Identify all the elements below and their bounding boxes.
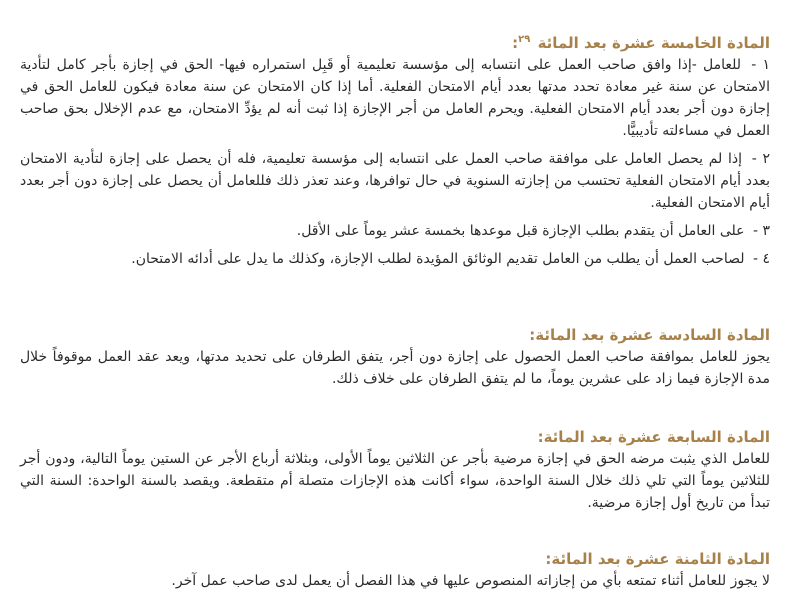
article-heading: المادة السادسة عشرة بعد المائة: xyxy=(529,326,770,344)
article-116 xyxy=(20,324,770,390)
article-body: للعامل الذي يثبت مرضه الحق في إجازة مرضية بأجر عن الثلاثين يوماً الأولى، وبثلاثة أرباع الأجر عن الستين يوماً التالية، ودون أجر للثلاثين يوماً التي تلي ذلك خلال السنة الواحدة، سواء أكانت هذه الإجازات متصلة أم متقطعة. ويقصد بالسنة الواحدة: السنة التي تبدأ من تاريخ أول إجازة مرضية. xyxy=(20,451,770,511)
article-heading: المادة السابعة عشرة بعد المائة: xyxy=(537,428,770,446)
article-118 xyxy=(20,548,770,592)
list-item: ٤ - لصاحب العمل أن يطلب من العامل تقديم الوثائق المؤيدة لطلب الإجازة، وكذلك ما يدل على أدائه الامتحان. xyxy=(131,251,770,267)
article-body: لا يجوز للعامل أثناء تمتعه بأي من إجازاته المنصوص عليها في هذا الفصل أن يعمل لدى صاحب عمل آخر. xyxy=(171,573,770,589)
list-item: ٢ - إذا لم يحصل العامل على موافقة صاحب العمل على انتسابه إلى مؤسسة تعليمية، فله أن يحصل على إجازة لتأدية الامتحان بعدد أيام الامتحان الفعلية تحتسب من إجازته السنوية في حال توافرها، وعند تعذر ذلك فللعامل أن يحصل على إجازة دون أجر بعدد أيام الامتحان الفعلية. xyxy=(20,151,770,211)
list-item: ٣ - على العامل أن يتقدم بطلب الإجازة قبل موعدها بخمسة عشر يوماً على الأقل. xyxy=(296,223,770,239)
article-heading: المادة الخامسة عشرة بعد المائة $^{٢٩}$: xyxy=(512,34,770,52)
article-body: يجوز للعامل بموافقة صاحب العمل الحصول على إجازة دون أجر، يتفق الطرفان على تحديد مدتها، ويعد عقد العمل موقوفاً خلال مدة الإجازة فيما زاد على عشرين يوماً، ما لم يتفق الطرفان على خلاف ذلك. xyxy=(20,349,770,387)
article-heading: المادة الثامنة عشرة بعد المائة: xyxy=(545,550,770,568)
article-117 xyxy=(20,426,770,514)
list-item: ١ - للعامل -إذا وافق صاحب العمل على انتسابه إلى مؤسسة تعليمية أو قَبِل استمراره فيها- الحق في إجازة بأجر كامل لتأدية الامتحان عن سنة غير معادة تحدد مدتها بعدد أيام الامتحان الفعلية. أما إذا كان الامتحان عن سنة معادة فيكون للعامل الحق في إجازة دون أجر بعدد أيام الامتحان الفعلية. ويحرم العامل من أجر الإجازة إذا ثبت أنه لم يؤدِّ الامتحان، مع عدم الإخلال بحق صاحب العمل في مساءلته تأديبيًّا. xyxy=(20,57,770,139)
footnote-ref[interactable]: ٢٩ xyxy=(518,34,531,45)
article-115 xyxy=(20,32,770,276)
